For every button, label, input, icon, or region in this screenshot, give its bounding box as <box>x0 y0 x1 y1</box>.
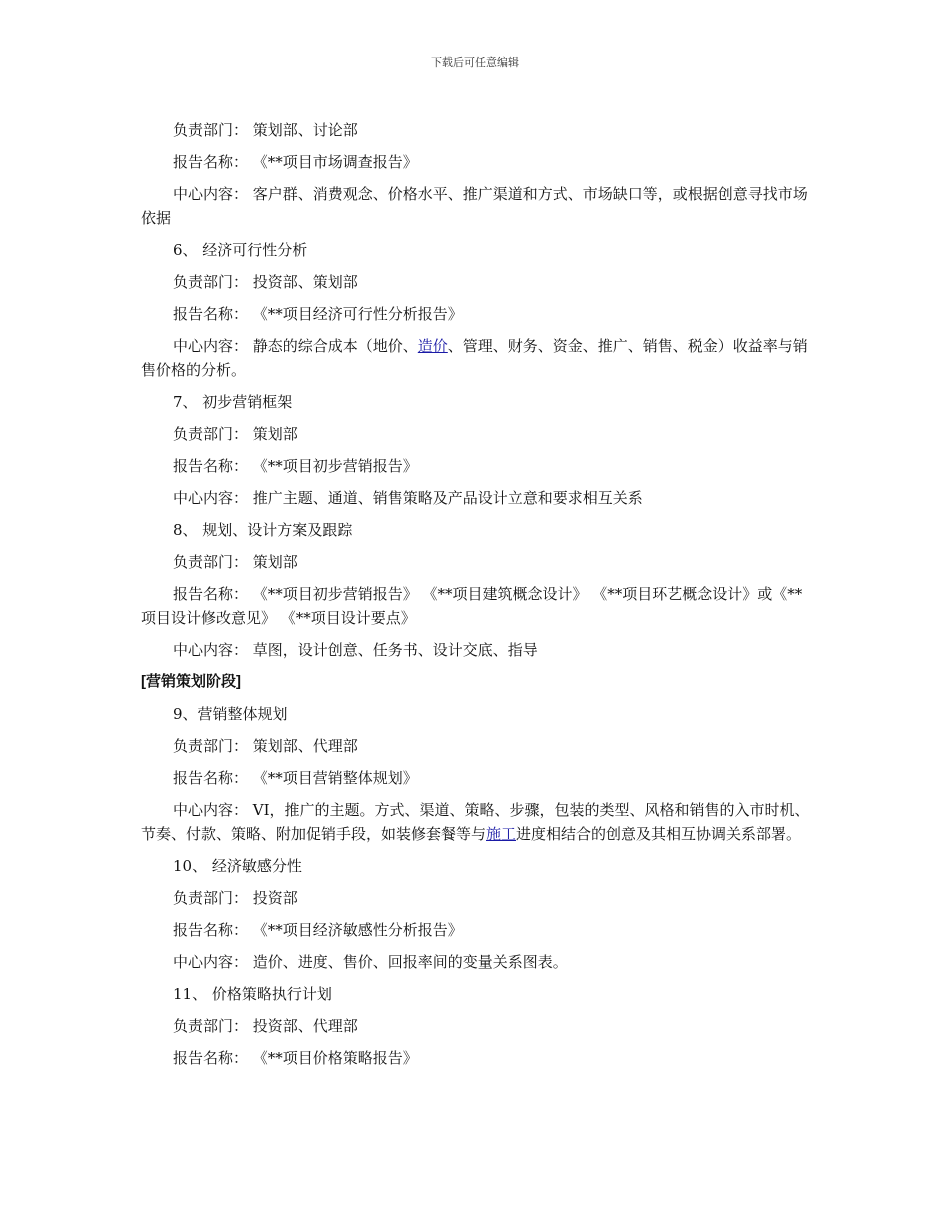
s7-dept: 负责部门： 策划部 <box>173 425 298 443</box>
s11-dept: 负责部门： 投资部、代理部 <box>173 1017 358 1035</box>
s8-content: 中心内容： 草图，设计创意、任务书、设计交底、指导 <box>173 641 538 659</box>
document-body <box>141 118 811 1078</box>
s10-report: 报告名称： 《**项目经济敏感性分析报告》 <box>173 921 463 939</box>
s10-content: 中心内容： 造价、进度、售价、回报率间的变量关系图表。 <box>173 953 568 971</box>
s8-dept: 负责部门： 策划部 <box>173 553 298 571</box>
s6-content-text-a: 中心内容： 静态的综合成本（地价、 <box>173 337 418 355</box>
link-zaojia[interactable]: 造价 <box>417 337 448 355</box>
s10-dept: 负责部门： 投资部 <box>173 889 298 907</box>
s8-title: 8、 规划、设计方案及跟踪 <box>173 521 353 539</box>
s9-content <box>141 798 811 846</box>
s10-title: 10、 经济敏感分性 <box>173 857 302 875</box>
s6-content <box>141 334 811 382</box>
phase-heading: [营销策划阶段] <box>141 673 241 690</box>
s6-title: 6、 经济可行性分析 <box>173 241 308 259</box>
s7-report: 报告名称： 《**项目初步营销报告》 <box>173 457 418 475</box>
s9-content-text-b: 进度相结合的创意及其相互协调关系部署。 <box>516 825 802 843</box>
s7-content: 中心内容： 推广主题、通道、销售策略及产品设计立意和要求相互关系 <box>173 489 643 507</box>
s9-dept: 负责部门： 策划部、代理部 <box>173 737 358 755</box>
s1-content: 中心内容： 客户群、消费观念、价格水平、推广渠道和方式、市场缺口等，或根据创意寻找市场依据 <box>141 185 808 227</box>
s6-content-text-b: 、管理、财务、资金、推广、销售、税金）收益率与销售价格的分析。 <box>141 337 808 379</box>
s8-report: 报告名称： 《**项目初步营销报告》 《**项目建筑概念设计》 《**项目环艺概念设计》或《**项目设计修改意见》 《**项目设计要点》 <box>141 585 803 627</box>
s7-title: 7、 初步营销框架 <box>173 393 293 411</box>
s11-report: 报告名称： 《**项目价格策略报告》 <box>173 1049 418 1067</box>
page-header: 下载后可任意编辑 <box>431 56 519 69</box>
s1-dept: 负责部门： 策划部、讨论部 <box>173 121 358 139</box>
s11-title: 11、 价格策略执行计划 <box>173 985 332 1003</box>
link-shigong[interactable]: 施工 <box>486 825 517 843</box>
s6-dept: 负责部门： 投资部、策划部 <box>173 273 358 291</box>
s6-report: 报告名称： 《**项目经济可行性分析报告》 <box>173 305 463 323</box>
s9-content-text-a: 中心内容： VI，推广的主题。方式、渠道、策略、步骤，包装的类型、风格和销售的入市时机、节奏、付款、策略、附加促销手段，如装修套餐等与 <box>141 801 810 843</box>
s9-title: 9、营销整体规划 <box>173 705 288 723</box>
s9-report: 报告名称： 《**项目营销整体规划》 <box>173 769 418 787</box>
s1-report: 报告名称： 《**项目市场调查报告》 <box>173 153 418 171</box>
